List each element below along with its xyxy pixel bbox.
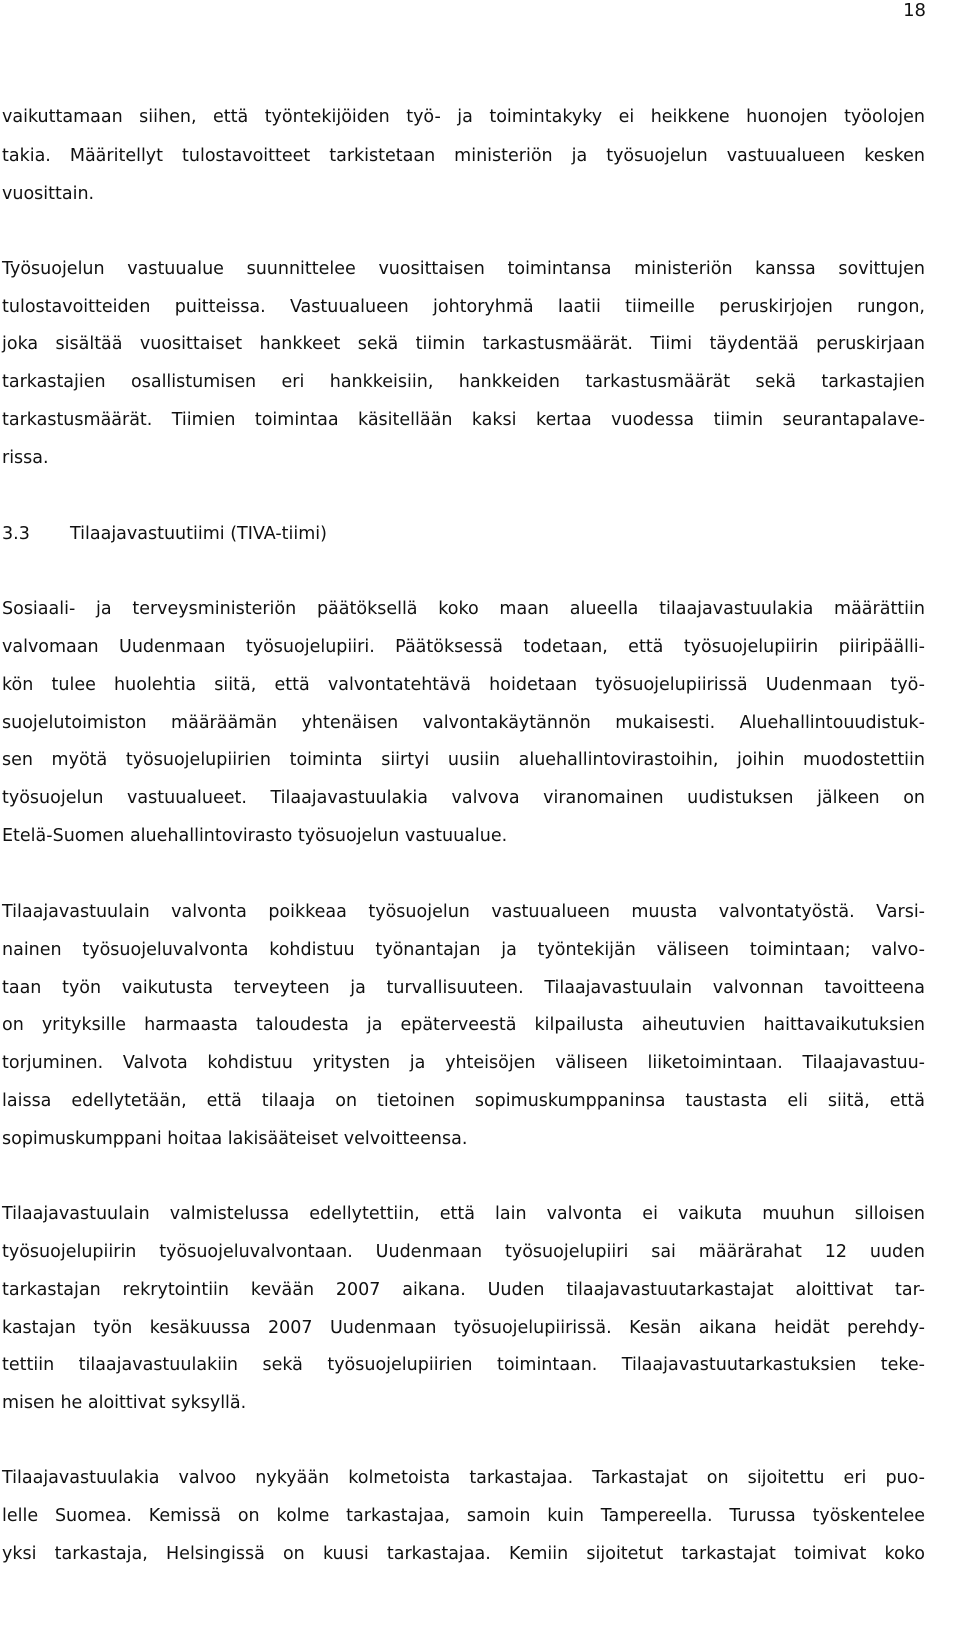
text-line: vuosittain. bbox=[2, 184, 95, 204]
text-line: Tilaajavastuulakia valvoo nykyään kolmetoista tarkastajaa. Tarkastajat on sijoitettu eri puo- bbox=[2, 1468, 925, 1488]
text-line: Sosiaali- ja terveysministeriön päätöksellä koko maan alueella tilaajavastuulakia määrättiin bbox=[2, 599, 925, 619]
text-line: työsuojelun vastuualueet. Tilaajavastuulakia valvova viranomainen uudistuksen jälkeen on bbox=[2, 788, 925, 808]
text-line: Tilaajavastuulain valvonta poikkeaa työsuojelun vastuualueen muusta valvontatyöstä. Varsi- bbox=[2, 902, 925, 922]
text-line: sen myötä työsuojelupiirien toiminta siirtyi uusiin aluehallintovirastoihin, joihin muodostettiin bbox=[2, 750, 925, 770]
text-line: Työsuojelun vastuualue suunnittelee vuosittaisen toimintansa ministeriön kanssa sovittujen bbox=[2, 259, 925, 279]
text-line: tarkastajien osallistumisen eri hankkeisiin, hankkeiden tarkastusmäärät sekä tarkastajien bbox=[2, 372, 925, 392]
text-line: torjuminen. Valvota kohdistuu yritysten ja yhteisöjen väliseen liiketoimintaan. Tilaajavastuu- bbox=[2, 1053, 925, 1073]
text-line: tarkastusmäärät. Tiimien toimintaa käsitellään kaksi kertaa vuodessa tiimin seurantapalave- bbox=[2, 410, 925, 430]
text-line: lelle Suomea. Kemissä on kolme tarkastajaa, samoin kuin Tampereella. Turussa työskentelee bbox=[2, 1506, 925, 1526]
text-line: tettiin tilaajavastuulakiin sekä työsuojelupiirien toimintaan. Tilaajavastuutarkastuksien teke- bbox=[2, 1355, 925, 1375]
text-line: yksi tarkastaja, Helsingissä on kuusi tarkastajaa. Kemiin sijoitetut tarkastajat toimivat koko bbox=[2, 1544, 925, 1564]
text-line: Tilaajavastuulain valmistelussa edellytettiin, että lain valvonta ei vaikuta muuhun silloisen bbox=[2, 1204, 925, 1224]
text-line: misen he aloittivat syksyllä. bbox=[2, 1393, 247, 1413]
section-heading bbox=[2, 523, 327, 545]
text-line: takia. Määritellyt tulostavoitteet tarkistetaan ministeriön ja työsuojelun vastuualueen kesken bbox=[2, 146, 925, 166]
page-number: 18 bbox=[903, 0, 926, 21]
text-line: taan työn vaikutusta terveyteen ja turvallisuuteen. Tilaajavastuulain valvonnan tavoitteena bbox=[2, 978, 925, 998]
text-line: valvomaan Uudenmaan työsuojelupiiri. Päätöksessä todetaan, että työsuojelupiirin piiripäälli- bbox=[2, 637, 925, 657]
text-line: nainen työsuojeluvalvonta kohdistuu työnantajan ja työntekijän väliseen toimintaan; valvo- bbox=[2, 940, 925, 960]
text-line: tulostavoitteiden puitteissa. Vastuualueen johtoryhmä laatii tiimeille peruskirjojen rungon, bbox=[2, 297, 925, 317]
text-line: työsuojelupiirin työsuojeluvalvontaan. Uudenmaan työsuojelupiiri sai määrärahat 12 uuden bbox=[2, 1242, 925, 1262]
text-line: kastajan työn kesäkuussa 2007 Uudenmaan työsuojelupiirissä. Kesän aikana heidät perehdy- bbox=[2, 1318, 925, 1338]
text-line: joka sisältää vuosittaiset hankkeet sekä tiimin tarkastusmäärät. Tiimi täydentää peruskirjaan bbox=[2, 334, 925, 354]
text-line: on yrityksille harmaasta taloudesta ja epäterveestä kilpailusta aiheutuvien haittavaikutuksien bbox=[2, 1015, 925, 1035]
text-line: sopimuskumppani hoitaa lakisääteiset velvoitteensa. bbox=[2, 1129, 468, 1149]
text-line: Etelä-Suomen aluehallintovirasto työsuojelun vastuualue. bbox=[2, 826, 508, 846]
text-line: suojelutoimiston määräämän yhtenäisen valvontakäytännön mukaisesti. Aluehallintouudistuk- bbox=[2, 713, 925, 733]
text-line: rissa. bbox=[2, 448, 49, 468]
text-line: kön tulee huolehtia siitä, että valvontatehtävä hoidetaan työsuojelupiirissä Uudenmaan työ- bbox=[2, 675, 925, 695]
text-line: tarkastajan rekrytointiin kevään 2007 aikana. Uuden tilaajavastuutarkastajat aloittivat tar- bbox=[2, 1280, 925, 1300]
text-line: vaikuttamaan siihen, että työntekijöiden työ- ja toimintakyky ei heikkene huonojen työolojen bbox=[2, 107, 925, 127]
section-title: Tilaajavastuutiimi (TIVA-tiimi) bbox=[70, 524, 327, 544]
text-line: laissa edellytetään, että tilaaja on tietoinen sopimuskumppaninsa taustasta eli siitä, että bbox=[2, 1091, 925, 1111]
section-number: 3.3 bbox=[2, 524, 30, 544]
